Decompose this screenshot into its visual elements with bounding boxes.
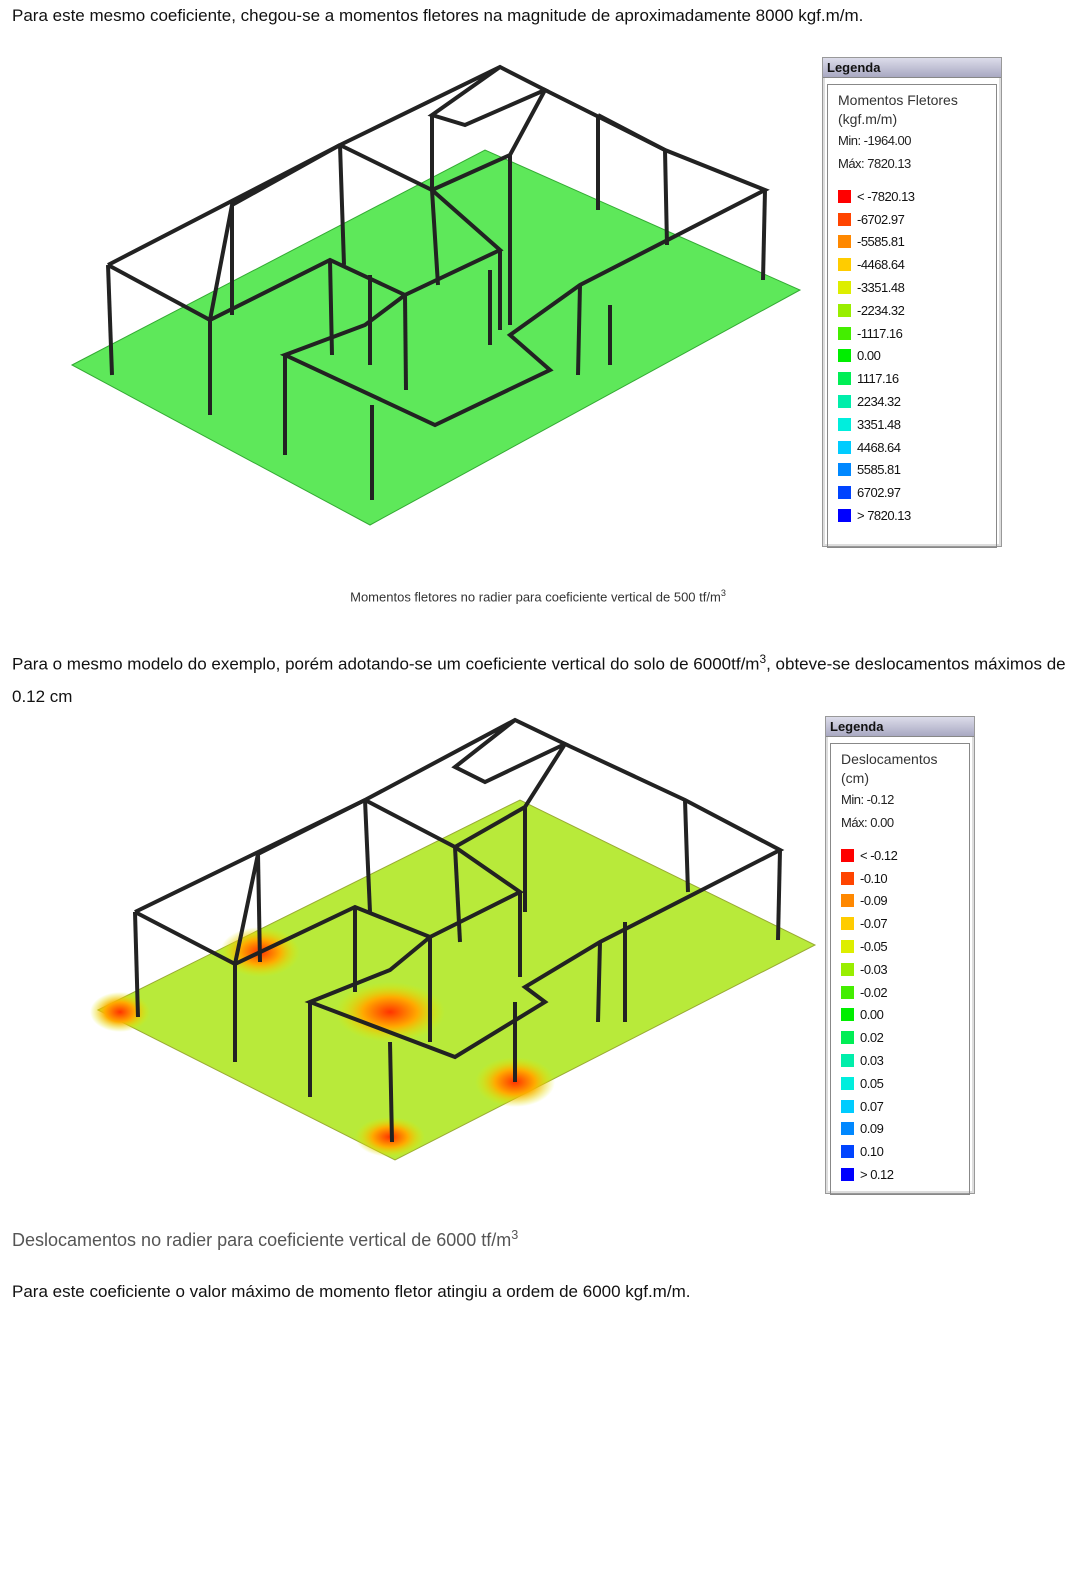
legend-item [838, 504, 986, 527]
legend-item-label: 0.00 [860, 1007, 884, 1023]
paragraph-2 [12, 643, 1072, 713]
legend-max: Máx: 7820.13 [838, 156, 911, 171]
legend-item [838, 276, 986, 299]
legend-swatch [841, 986, 854, 999]
legend-item-label: -2234.32 [857, 302, 905, 318]
legend-item [841, 1163, 959, 1186]
legend-swatch [841, 1122, 854, 1135]
legend-item-label: -1117.16 [857, 325, 903, 341]
legend-min: Min: -0.12 [841, 792, 894, 807]
legend-item-label: < -7820.13 [857, 188, 915, 204]
legend-item-label: -4468.64 [857, 257, 905, 273]
legend-item-label: 0.00 [857, 348, 881, 364]
legend-swatch [838, 372, 851, 385]
legend-swatch [838, 327, 851, 340]
legend-item-label: < -0.12 [860, 847, 898, 863]
legend-swatch [841, 1077, 854, 1090]
legend-bending-moments [822, 57, 1002, 547]
legend-swatch [838, 441, 851, 454]
legend-item [838, 367, 986, 390]
legend-item [838, 208, 986, 231]
legend-swatch [838, 463, 851, 476]
legend-item-label: 0.09 [860, 1121, 884, 1137]
legend-swatch [841, 1100, 854, 1113]
legend-header: Legenda [826, 717, 974, 737]
legend-item [838, 436, 986, 459]
legend-title: Momentos Fletores [838, 92, 958, 108]
legend-min: Min: -1964.00 [838, 133, 911, 148]
bending-moments-figure [60, 55, 820, 555]
legend-item-label: 5585.81 [857, 462, 901, 478]
legend-swatch [838, 258, 851, 271]
legend-item [841, 1095, 959, 1118]
legend-item [841, 867, 959, 890]
paragraph-2-b: , obteve-se deslocamentos máximos de 0.12 cm [12, 654, 1066, 706]
legend-item-label: -0.02 [860, 984, 888, 1000]
legend-item [841, 1004, 959, 1027]
legend-item [841, 844, 959, 867]
paragraph-2-sup: 3 [759, 652, 767, 666]
legend-item-label: -3351.48 [857, 280, 905, 296]
legend-title: Deslocamentos [841, 751, 938, 767]
legend-unit: (cm) [841, 770, 869, 786]
radier-plate [72, 150, 800, 525]
legend-item [841, 1072, 959, 1095]
legend-item [841, 935, 959, 958]
legend-swatch [841, 894, 854, 907]
legend-swatch [838, 418, 851, 431]
legend-item [841, 890, 959, 913]
legend-item-label: 3351.48 [857, 416, 901, 432]
legend-item [838, 322, 986, 345]
legend-swatch [841, 1168, 854, 1181]
legend-item [838, 185, 986, 208]
legend-item [838, 231, 986, 254]
legend-swatch [838, 304, 851, 317]
legend-item [841, 958, 959, 981]
legend-item [841, 1026, 959, 1049]
legend-swatch [841, 1031, 854, 1044]
caption-2-text: Deslocamentos no radier para coeficiente vertical de 6000 tf/m [12, 1230, 512, 1250]
paragraph-3: Para este coeficiente o valor máximo de momento fletor atingiu a ordem de 6000 kgf.m/m. [12, 1282, 691, 1301]
legend-item [838, 345, 986, 368]
caption-2-sup: 3 [511, 1228, 519, 1242]
paragraph-2-a: Para o mesmo modelo do exemplo, porém adotando-se um coeficiente vertical do solo de 6000tf/m [12, 654, 760, 674]
legend-swatch [838, 349, 851, 362]
legend-item-label: 0.07 [860, 1098, 884, 1114]
legend-item [838, 390, 986, 413]
legend-item-label: -0.10 [860, 870, 888, 886]
legend-item-label: -0.07 [860, 916, 888, 932]
caption-2 [12, 1228, 518, 1251]
legend-item-label: -6702.97 [857, 211, 905, 227]
legend-swatch [838, 281, 851, 294]
legend-item [841, 1049, 959, 1072]
legend-swatch [841, 872, 854, 885]
legend-item-label: 0.02 [860, 1030, 884, 1046]
legend-swatch [838, 235, 851, 248]
legend-item-label: 0.10 [860, 1144, 884, 1160]
legend-swatch [838, 486, 851, 499]
legend-item [841, 1118, 959, 1141]
caption-1-text: Momentos fletores no radier para coeficiente vertical de 500 tf/m [350, 589, 721, 605]
legend-item-label: -0.09 [860, 893, 888, 909]
legend-swatch [841, 849, 854, 862]
legend-item [838, 481, 986, 504]
legend-item [838, 299, 986, 322]
legend-swatch [841, 940, 854, 953]
legend-item [841, 981, 959, 1004]
legend-swatch [841, 963, 854, 976]
legend-item-label: > 0.12 [860, 1167, 894, 1183]
legend-item-label: > 7820.13 [857, 508, 911, 524]
legend-item-label: 6702.97 [857, 485, 901, 501]
caption-1-sup: 3 [720, 588, 726, 598]
legend-unit: (kgf.m/m) [838, 111, 898, 127]
legend-swatch [838, 213, 851, 226]
legend-swatch [838, 509, 851, 522]
legend-max: Máx: 0.00 [841, 815, 894, 830]
legend-displacements [825, 716, 975, 1194]
paragraph-1: Para este mesmo coeficiente, chegou-se a momentos fletores na magnitude de aproximadamente 8000 kgf.m/m. [12, 6, 864, 25]
legend-item-label: -5585.81 [857, 234, 905, 250]
legend-item-label: 1117.16 [857, 371, 899, 387]
legend-item [838, 413, 986, 436]
displacements-figure [90, 712, 825, 1202]
legend-swatch [841, 917, 854, 930]
legend-item-label: 0.03 [860, 1053, 884, 1069]
legend-swatch [841, 1145, 854, 1158]
legend-item-label: -0.05 [860, 939, 888, 955]
legend-item [841, 912, 959, 935]
caption-1 [0, 588, 1076, 604]
legend-swatch [838, 190, 851, 203]
legend-item [838, 459, 986, 482]
legend-item [841, 1140, 959, 1163]
legend-swatch [841, 1008, 854, 1021]
legend-item-label: -0.03 [860, 961, 888, 977]
legend-header: Legenda [823, 58, 1001, 78]
legend-item-label: 2234.32 [857, 394, 901, 410]
legend-swatch [841, 1054, 854, 1067]
legend-item-label: 0.05 [860, 1075, 884, 1091]
legend-swatch [838, 395, 851, 408]
legend-item-label: 4468.64 [857, 439, 901, 455]
legend-item [838, 253, 986, 276]
